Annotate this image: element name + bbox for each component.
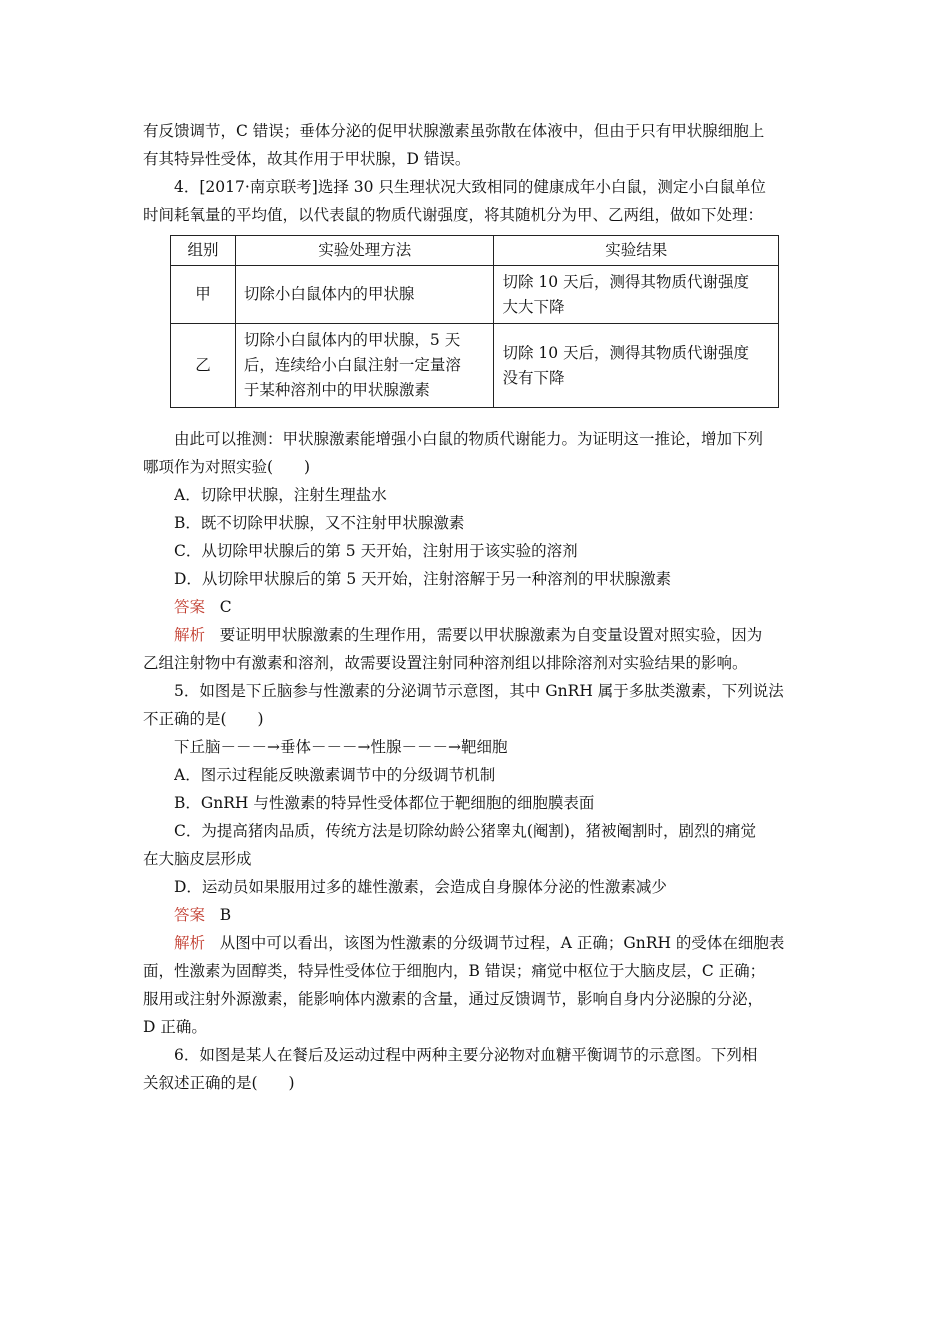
analysis-line — [174, 624, 815, 646]
answer-line — [174, 596, 815, 618]
option-c: C．为提高猪肉品质，传统方法是切除幼龄公猪睾丸(阉割)，猪被阉割时，剧烈的痛觉 — [174, 822, 756, 840]
answer-label: 答案 — [174, 598, 206, 616]
table-cell-result — [494, 324, 779, 408]
paragraph-line: 面，性激素为固醇类，特异性受体位于细胞内，B 错误；痛觉中枢位于大脑皮层，C 正确； — [143, 962, 766, 980]
question-5-stem: 5．如图是下丘脑参与性激素的分泌调节示意图，其中 GnRH 属于多肽类激素，下列说法 — [174, 682, 784, 700]
table-cell-group: 乙 — [171, 324, 236, 408]
answer-label: 答案 — [174, 906, 206, 924]
analysis-label: 解析 — [174, 626, 206, 644]
option-d: D．从切除甲状腺后的第 5 天开始，注射溶解于另一种溶剂的甲状腺激素 — [174, 570, 672, 588]
question-4-stem: 4．[2017·南京联考]选择 30 只生理状况大致相同的健康成年小白鼠，测定小白鼠单位 — [174, 178, 766, 196]
paragraph-line: 服用或注射外源激素，能影响体内激素的含量，通过反馈调节，影响自身内分泌腺的分泌， — [143, 990, 764, 1008]
question-6-stem: 关叙述正确的是( ) — [143, 1074, 295, 1092]
table-cell-result — [494, 266, 779, 324]
question-6-stem: 6．如图是某人在餐后及运动过程中两种主要分泌物对血糖平衡调节的示意图。下列相 — [174, 1046, 758, 1064]
option-c: C．从切除甲状腺后的第 5 天开始，注射用于该实验的溶剂 — [174, 542, 578, 560]
paragraph-line: 有反馈调节，C 错误；垂体分泌的促甲状腺激素虽弥散在体液中，但由于只有甲状腺细胞上 — [143, 122, 765, 140]
cell-line: 于某种溶剂中的甲状腺激素 — [243, 381, 430, 399]
paragraph-line: 哪项作为对照实验( ) — [143, 458, 311, 476]
paragraph-line: 由此可以推测：甲状腺激素能增强小白鼠的物质代谢能力。为证明这一推论，增加下列 — [174, 430, 764, 448]
option-d: D．运动员如果服用过多的雄性激素，会造成自身腺体分泌的性激素减少 — [174, 878, 667, 896]
option-b: B．既不切除甲状腺，又不注射甲状腺激素 — [174, 514, 465, 532]
paragraph-line: 乙组注射物中有激素和溶剂，故需要设置注射同种溶剂组以排除溶剂对实验结果的影响。 — [143, 654, 748, 672]
table-header-row — [171, 236, 779, 266]
option-a: A．图示过程能反映激素调节中的分级调节机制 — [174, 766, 496, 784]
table-header: 实验处理方法 — [235, 236, 494, 266]
table-header: 实验结果 — [494, 236, 779, 266]
answer-line — [174, 904, 815, 926]
cell-line: 大大下降 — [502, 297, 565, 316]
table-row — [171, 266, 779, 324]
answer-value: B — [219, 906, 232, 924]
option-c-cont: 在大脑皮层形成 — [143, 850, 252, 868]
cell-line: 切除 10 天后，测得其物质代谢强度 — [502, 272, 750, 291]
table-row — [171, 324, 779, 408]
analysis-text: 要证明甲状腺激素的生理作用，需要以甲状腺激素为自变量设置对照实验，因为 — [219, 626, 763, 644]
experiment-table — [170, 235, 779, 408]
question-4-stem: 时间耗氧量的平均值，以代表鼠的物质代谢强度，将其随机分为甲、乙两组，做如下处理： — [143, 206, 764, 224]
analysis-line — [174, 932, 815, 954]
table-cell-method — [235, 324, 494, 408]
answer-value: C — [219, 598, 232, 616]
table-header: 组别 — [171, 236, 236, 266]
option-a: A．切除甲状腺，注射生理盐水 — [174, 486, 387, 504]
option-b: B．GnRH 与性激素的特异性受体都位于靶细胞的细胞膜表面 — [174, 794, 595, 812]
cell-line: 没有下降 — [502, 368, 565, 387]
cell-line: 后，连续给小白鼠注射一定量溶 — [243, 356, 461, 374]
cell-line: 切除小白鼠体内的甲状腺，5 天 — [243, 331, 461, 349]
regulation-flow: 下丘脑－－－→垂体－－－→性腺－－－→靶细胞 — [174, 738, 508, 756]
cell-line: 切除小白鼠体内的甲状腺 — [243, 285, 415, 303]
analysis-text: 从图中可以看出，该图为性激素的分级调节过程，A 正确；GnRH 的受体在细胞表 — [219, 934, 785, 952]
analysis-label: 解析 — [174, 934, 206, 952]
table-cell-method — [235, 266, 494, 324]
paragraph-line: 有其特异性受体，故其作用于甲状腺，D 错误。 — [143, 150, 471, 168]
cell-line: 切除 10 天后，测得其物质代谢强度 — [502, 343, 750, 362]
table-cell-group: 甲 — [171, 266, 236, 324]
question-5-stem: 不正确的是( ) — [143, 710, 264, 728]
paragraph-line: D 正确。 — [143, 1018, 207, 1036]
